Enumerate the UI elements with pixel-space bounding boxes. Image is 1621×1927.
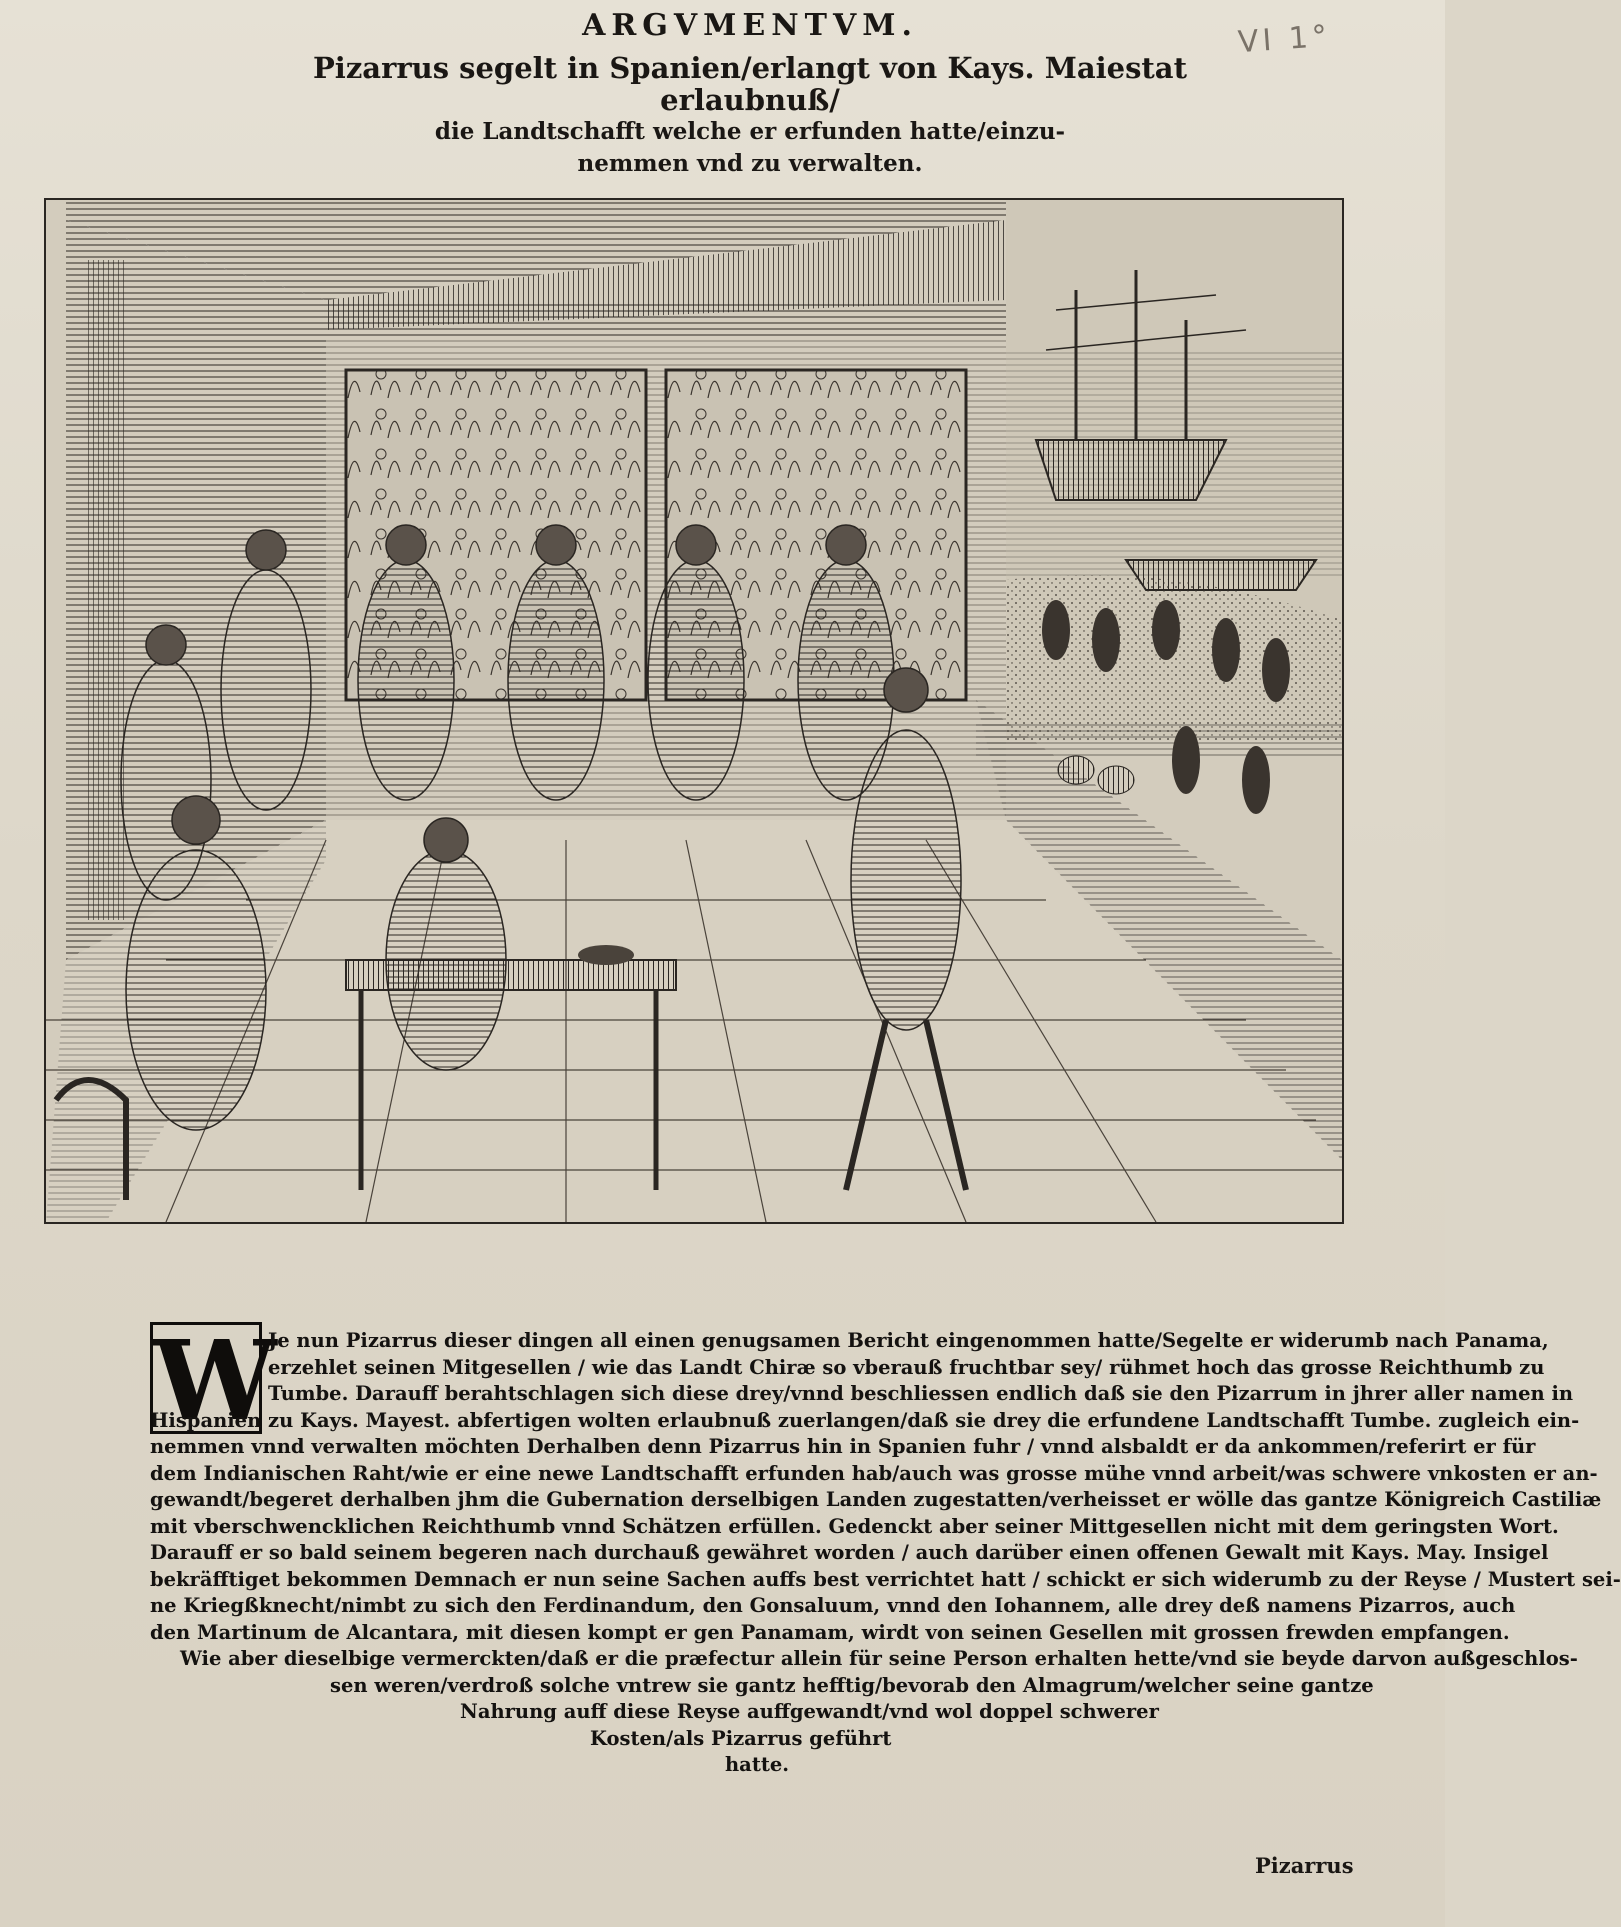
body-line: ne Kriegßknecht/nimbt zu sich den Ferdinandum, den Gonsaluum, vnnd den Iohannem, alle drey deß namens Pizarros, auch [150,1594,1516,1617]
body-line: Je nun Pizarrus dieser dingen all einen genugsamen Bericht eingenommen hatte/Segelte er widerumb nach Panama, [268,1329,1549,1352]
decorated-initial-letter: W [150,1322,262,1434]
body-line: sen weren/verdroß solche vntrew sie gantz hefftig/bevorab den Almagrum/welcher seine gantze [330,1673,1374,1697]
body-line: mit vberschwencklichen Reichthumb vnnd Schätzen erfüllen. Gedenckt aber seiner Mittgesellen nicht mit dem geringsten Wort. [150,1514,1559,1538]
subtitle-line-3: nemmen vnd zu verwalten. [577,150,923,177]
subtitle-line-1: Pizarrus segelt in Spanien/erlangt von Kays. Maiestat erlaubnuß/ [313,51,1187,117]
engraving-svg [46,200,1342,1222]
body-line: gewandt/begeret derhalben jhm die Gubernation derselbigen Landen zugestatten/verheisset er wölle das gantze Königreich Castiliæ [150,1488,1602,1511]
body-line: Kosten/als Pizarrus geführt [590,1726,892,1750]
subtitle-line-2: die Landtschafft welche er erfunden hatte/einzu- [434,118,1066,145]
body-line: hatte. [725,1753,790,1776]
catchword: Pizarrus [1255,1853,1354,1878]
body-line: den Martinum de Alcantara, mit diesen kompt er gen Panamam, wirdt von seinen Gesellen mit grossen frewden empfangen. [150,1620,1510,1644]
body-line: Tumbe. Darauff berahtschlagen sich diese drey/vnnd beschliessen endlich daß sie den Pizarrum in jhrer aller namen in [268,1382,1574,1405]
body-line: bekräfftiget bekommen Demnach er nun seine Sachen auffs best verrichtet hatt / schickt er sich widerumb zu der Reyse / Mustert sei- [150,1567,1621,1591]
body-text [150,1328,1621,1779]
body-line: Nahrung auff diese Reyse auffgewandt/vnd wol doppel schwerer [460,1700,1159,1723]
margin-note: VI 1° [1236,18,1333,61]
page-subtitle [300,52,1200,180]
page-heading: ARGVMENTVM. [582,8,918,43]
body-line: erzehlet seinen Mitgesellen / wie das Landt Chiræ so vberauß fruchtbar sey/ rühmet hoch das grosse Reichthumb zu [268,1355,1545,1379]
body-line: Wie aber dieselbige vermerckten/daß er die præfectur allein für seine Person erhalten hette/vnd sie beyde darvon außgeschlos- [180,1647,1578,1670]
body-line: Hispanien zu Kays. Mayest. abfertigen wolten erlaubnuß zuerlangen/daß sie drey die erfundene Landtschafft Tumbe. zugleich ein- [150,1408,1580,1432]
body-line: nemmen vnnd verwalten möchten Derhalben denn Pizarrus hin in Spanien fuhr / vnnd alsbaldt er da ankommen/referirt er für [150,1435,1536,1458]
engraving-illustration [44,198,1344,1224]
body-line: dem Indianischen Raht/wie er eine newe Landtschafft erfunden hab/auch was grosse mühe vnnd arbeit/was schwere vnkosten er an- [150,1461,1598,1485]
body-line: Darauff er so bald seinem begeren nach durchauß gewähret worden / auch darüber einen offenen Gewalt mit Kays. May. Insigel [150,1541,1549,1564]
